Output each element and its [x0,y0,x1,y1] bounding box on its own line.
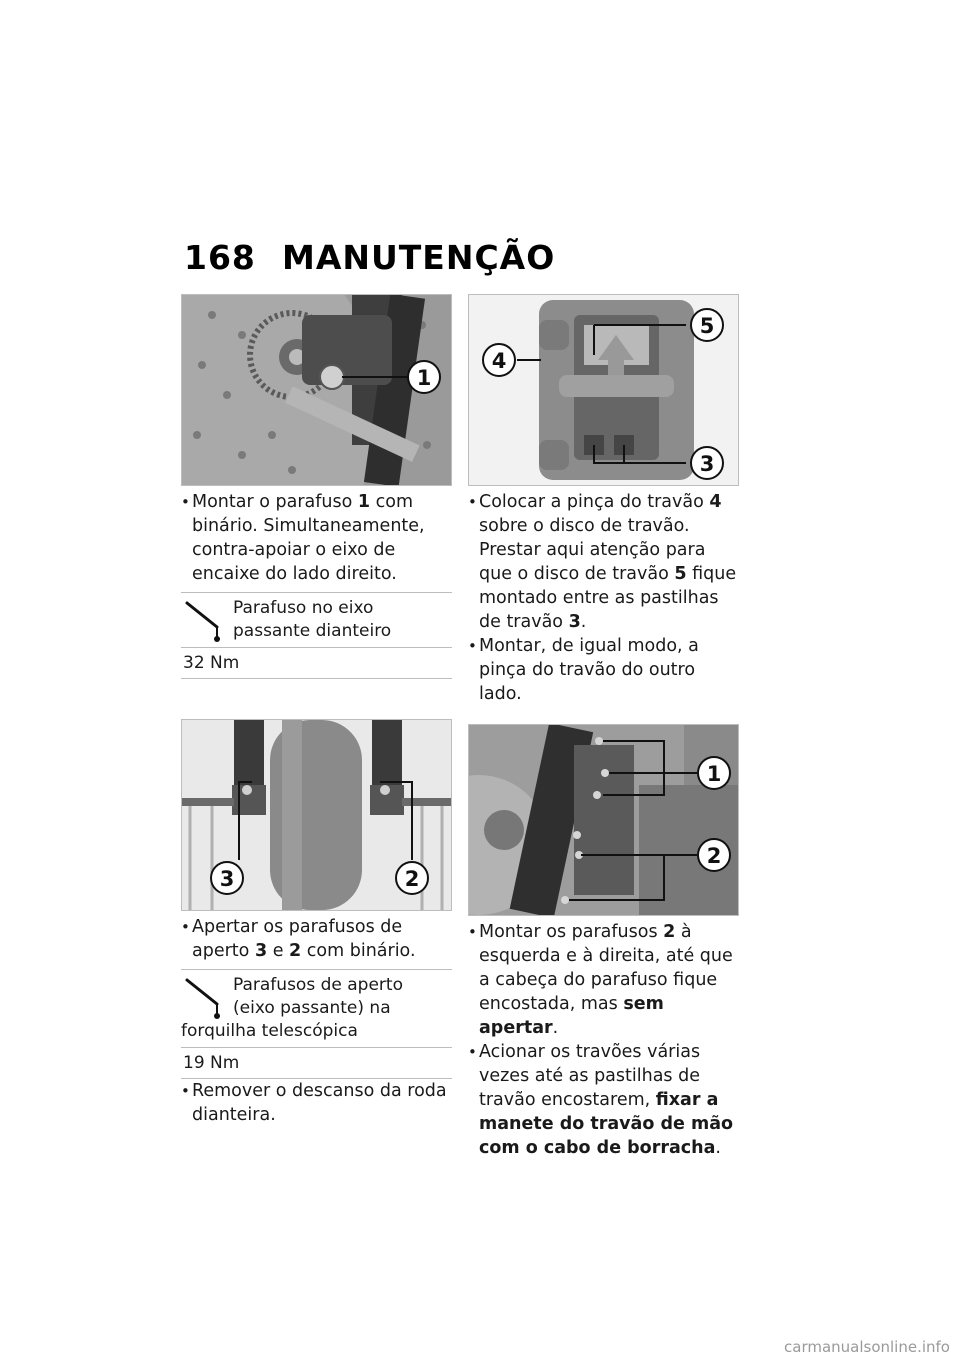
figure-caliper-bolts [468,724,739,916]
photo-fork-clamp-bolts [182,720,451,910]
callout-1: 1 [416,366,432,390]
photo-caliper-bolts [469,725,738,915]
left-column [181,294,452,1127]
step-mount-other-caliper: • Montar, de igual modo, a pinça do travão do outro lado. [468,634,739,706]
callout-2: 2 [404,867,420,891]
callout-2: 2 [706,844,722,868]
page-header [184,238,555,277]
torque-value: 32 Nm [183,653,240,673]
photo-brake-caliper [469,295,738,485]
step-remove-wheel-stand: • Remover o descanso da roda dianteira. [181,1079,452,1127]
page-number: 168 [184,238,256,277]
torque-desc: Parafuso no eixo passante dianteiro [181,593,452,648]
watermark: carmanualsonline.info [784,1338,950,1356]
photo-brake-disc-axle [182,295,451,485]
figure-brake-disc-axle [181,294,452,486]
torque-wrench-icon [181,974,229,1020]
callout-3: 3 [219,867,235,891]
torque-value: 19 Nm [183,1053,240,1073]
section-title: MANUTENÇÃO [282,238,556,277]
callout-1: 1 [706,762,722,786]
torque-desc: Parafusos de aperto (eixo passante) na forquilha telescópica [181,970,452,1048]
torque-wrench-icon [181,597,229,643]
step-actuate-brakes: • Acionar os travões várias vezes até as pastilhas de travão encostarem, fixar a manete do travão de mão com o cabo de borracha. [468,1040,739,1160]
step-mount-caliper-bolts: • Montar os parafusos 2 à esquerda e à direita, até que a cabeça do parafuso fique encostada, mas sem apertar. [468,920,739,1040]
step-place-caliper: • Colocar a pinça do travão 4 sobre o disco de travão. Prestar aqui atenção para que o disco de travão 5 fique montado entre as pastilhas de travão 3. [468,490,739,634]
torque-spec-clamp [181,969,452,1079]
figure-fork-clamp-bolts [181,719,452,911]
callout-4: 4 [491,349,507,373]
callout-3: 3 [699,452,715,476]
figure-brake-caliper [468,294,739,486]
step-tighten-clamp-bolts: • Apertar os parafusos de aperto 3 e 2 com binário. [181,915,452,963]
torque-spec-axle [181,592,452,679]
right-column [468,294,739,1160]
callout-5: 5 [699,314,715,338]
step-mount-axle-bolt: • Montar o parafuso 1 com binário. Simultaneamente, contra-apoiar o eixo de encaixe do lado direito. [181,490,452,586]
